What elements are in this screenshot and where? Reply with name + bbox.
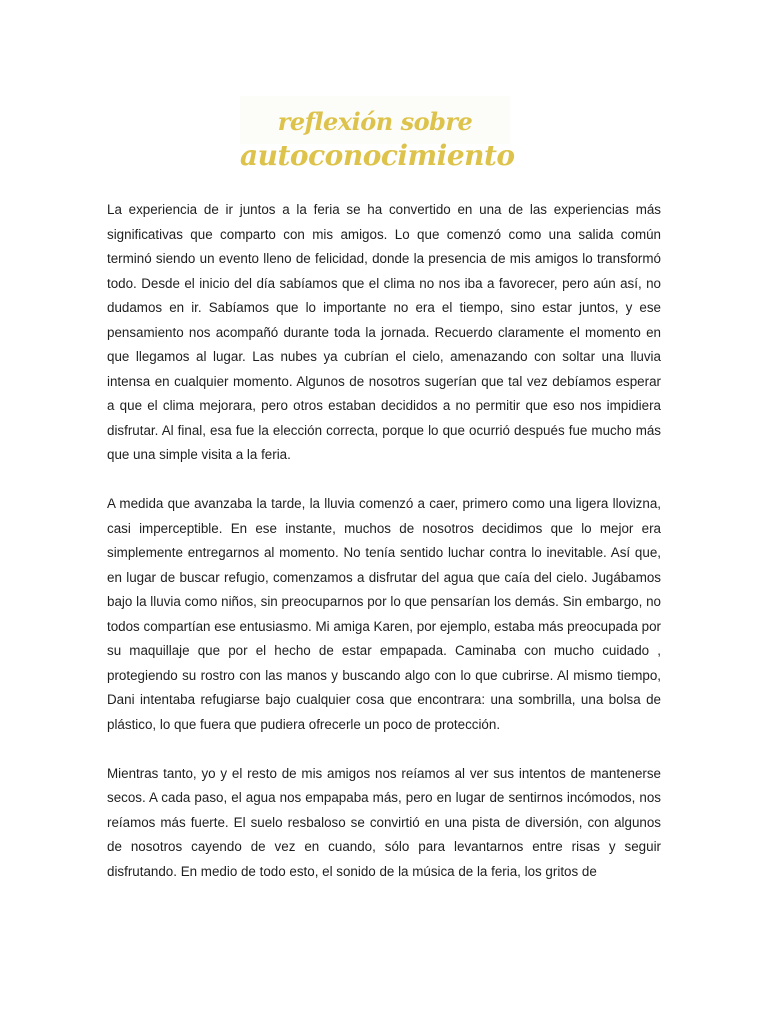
title-line-2: autoconocimiento [240, 139, 515, 172]
body-text [107, 198, 661, 909]
paragraph-2: A medida que avanzaba la tarde, la lluvia comenzó a caer, primero como una ligera llovizna, casi imperceptible. En ese instante, muchos de nosotros decidimos que lo mejor era simplemente entregarnos al momento. No tenía sentido luchar contra lo inevitable. Así que, en lugar de buscar refugio, comenzamos a disfrutar del agua que caía del cielo. Jugábamos bajo la lluvia como niños, sin preocuparnos por lo que pensarían los demás. Sin embargo, no todos compartían ese entusiasmo. Mi amiga Karen, por ejemplo, estaba más preocupada por su maquillaje que por el hecho de estar empapada. Caminaba con mucho cuidado , protegiendo su rostro con las manos y buscando algo con lo que cubrirse. Al mismo tiempo, Dani intentaba refugiarse bajo cualquier cosa que encontrara: una sombrilla, una bolsa de plástico, lo que fuera que pudiera ofrecerle un poco de protección. [107, 496, 661, 732]
title-line-1: reflexión sobre [277, 107, 473, 136]
paragraph-3: Mientras tanto, yo y el resto de mis amigos nos reíamos al ver sus intentos de mantenerse secos. A cada paso, el agua nos empapaba más, pero en lugar de sentirnos incómodos, nos reíamos más fuerte. El suelo resbaloso se convirtió en una pista de diversión, con algunos de nosotros cayendo de vez en cuando, sólo para levantarnos entre risas y seguir disfrutando. En medio de todo esto, el sonido de la música de la feria, los gritos de [107, 765, 661, 879]
paragraph-1: La experiencia de ir juntos a la feria se ha convertido en una de las experiencias más significativas que comparto con mis amigos. Lo que comenzó como una salida común terminó siendo un evento lleno de felicidad, donde la presencia de mis amigos lo transformó todo. Desde el inicio del día sabíamos que el clima no nos iba a favorecer, pero aún así, no dudamos en ir. Sabíamos que lo importante no era el tiempo, sino estar juntos, y ese pensamiento nos acompañó durante toda la jornada. Recuerdo claramente el momento en que llegamos al lugar. Las nubes ya cubrían el cielo, amenazando con soltar una lluvia intensa en cualquier momento. Algunos de nosotros sugerían que tal vez debíamos esperar a que el clima mejorara, pero otros estaban decididos a no permitir que eso nos impidiera disfrutar. Al final, esa fue la elección correcta, porque lo que ocurrió después fue mucho más que una simple visita a la feria. [107, 202, 661, 462]
document-title [240, 96, 515, 186]
